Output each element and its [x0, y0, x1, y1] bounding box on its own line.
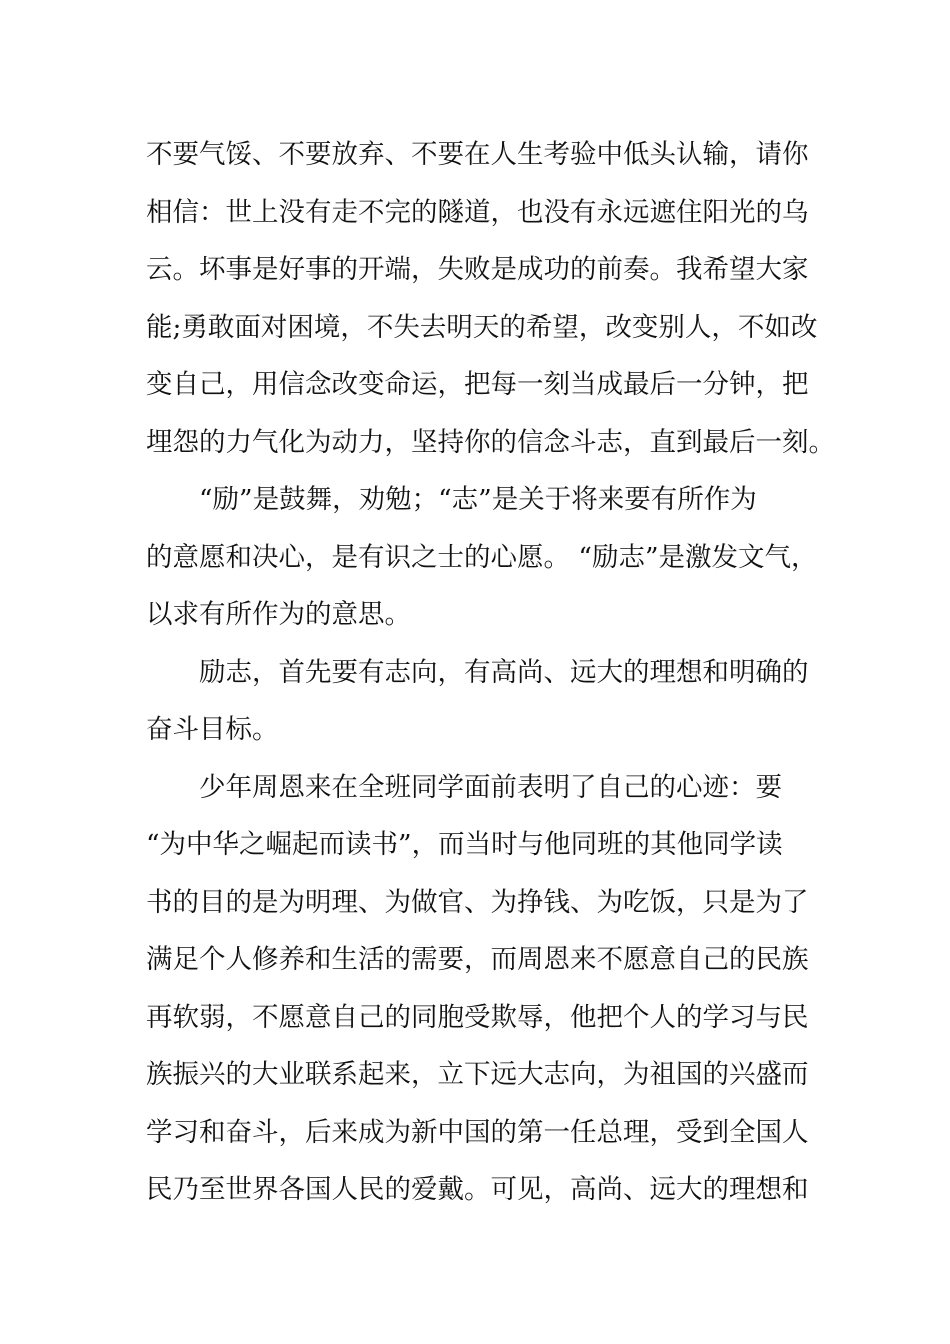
text-line: 以求有所作为的意思。 — [146, 599, 411, 630]
body-text — [146, 126, 835, 1219]
text-line: 的意愿和决心，是有识之士的心愿。 “励志”是激发文气， — [146, 541, 818, 573]
text-line: 奋斗目标。 — [146, 714, 279, 745]
text-line: 少年周恩来在全班同学面前表明了自己的心迹：要 — [199, 771, 782, 803]
text-line: 相信：世上没有走不完的隧道，也没有永远遮住阳光的乌 — [146, 196, 809, 228]
text-line: 云。坏事是好事的开端，失败是成功的前奏。我希望大家 — [146, 254, 809, 285]
text-line: 学习和奋斗，后来成为新中国的第一任总理，受到全国人 — [146, 1116, 809, 1148]
text-line: 埋怨的力气化为动力，坚持你的信念斗志，直到最后一刻。 — [146, 426, 835, 458]
text-line: 满足个人修养和生活的需要，而周恩来不愿意自己的民族 — [146, 944, 809, 975]
text-line: 励志，首先要有志向，有高尚、远大的理想和明确的 — [199, 656, 809, 688]
text-line: 变自己，用信念改变命运，把每一刻当成最后一分钟，把 — [146, 369, 809, 400]
text-line: 民乃至世界各国人民的爱戴。可见，高尚、远大的理想和 — [146, 1174, 809, 1205]
text-line: “励”是鼓舞，劝勉；“志”是关于将来要有所作为 — [199, 484, 757, 515]
text-line: 族振兴的大业联系起来，立下远大志向，为祖国的兴盛而 — [146, 1059, 809, 1090]
text-line: “为中华之崛起而读书”，而当时与他同班的其他同学读 — [146, 829, 783, 860]
text-line: 书的目的是为明理、为做官、为挣钱、为吃饭，只是为了 — [146, 886, 809, 918]
text-line: 能;勇敢面对困境，不失去明天的希望，改变别人，不如改 — [146, 311, 818, 343]
text-line: 不要气馁、不要放弃、不要在人生考验中低头认输，请你 — [146, 139, 809, 170]
text-line: 再软弱，不愿意自己的同胞受欺辱，他把个人的学习与民 — [146, 1001, 809, 1033]
